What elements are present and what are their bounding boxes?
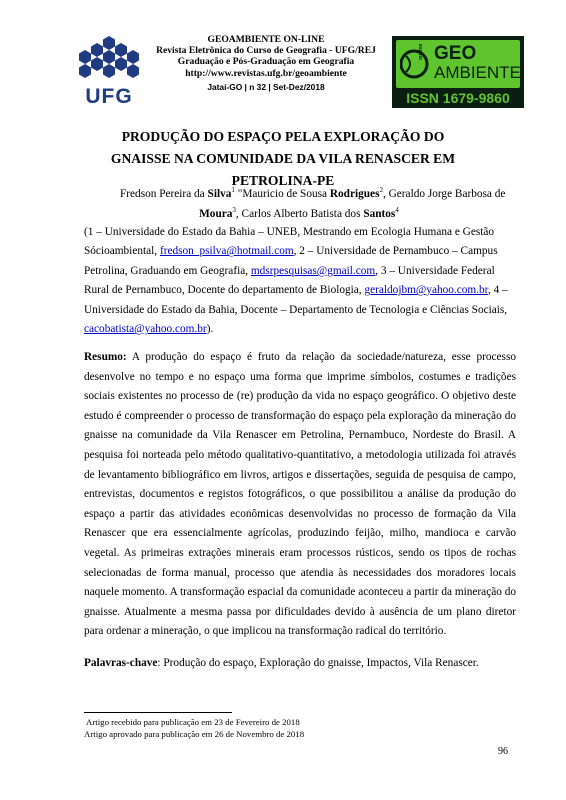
geoambiente-logo (392, 36, 524, 108)
abstract-label: Resumo: (84, 351, 127, 363)
email-link[interactable]: cacobatista@yahoo.com.br (84, 323, 207, 336)
keywords (84, 654, 516, 673)
ambiente-label: AMBIENTE (434, 63, 521, 82)
page-number: 96 (498, 746, 508, 757)
journal-issue: Jataí-GO | n 32 | Set-Dez/2018 (207, 81, 325, 92)
ufg-logo-text: UFG (85, 85, 133, 108)
journal-subtitle: Revista Eletrônica do Curso de Geografia - UFG/REJ (156, 45, 376, 57)
keywords-label: Palavras-chave (84, 657, 158, 669)
author-surname: Rodrigues (329, 188, 380, 200)
abstract-text: A produção do espaço é fruto da relação da sociedade/natureza, esse processo desenvolve no tempo e no espaço uma forma que imprime símbolos, costumes e tradições sociais existentes no processo de (re) produção da vida no espaço geográfico. O objetivo deste estudo é compreender o processo de transformação do espaço pela exploração da mineração do gnaisse na comunidade da Vila Renascer em Petrolina, Pernambuco, Nordeste do Brasil. A pesquisa foi norteada pelo método qualitativo-quantitativo, a metodologia utilizada foi através de levantamento bibliográfico em livros, artigos e dissertações, seguida de pesquisa de campo, entrevistas, documentos e registos fotográficos, o que possibilitou a análise da produção do espaço a partir das atividades econômicas desenvolvidas no processo de formação da Vila Renascer que era essencialmente agrícolas, produzindo feijão, milho, mandioca e carvão vegetal. As primeiras extrações minerais eram processos rústicos, sendo os tipos de rochas selecionadas de forma manual, processo que atendia às necessidades dos moradores locais naquele momento. A transformação espacial da comunidade aconteceu a partir da mineração do gnaisse. Atualmente a mesma passa por dificuldades devido à ausência de um plano diretor para ordenar a mineração, o que implicou na transformação radical do território. (84, 351, 516, 638)
geo-label: GEO (434, 43, 477, 64)
ufg-logo (78, 34, 140, 106)
footnote-approved: Artigo aprovado para publicação em 26 de Novembro de 2018 (84, 729, 305, 739)
globe-mark-icon (400, 43, 434, 82)
author-surname: Silva (207, 188, 232, 200)
affiliations: (1 – Universidade do Estado da Bahia – UNEB, Mestrando em Ecologia Humana e Gestão Sócioambiental, fredson_psilva@hotmail.com, 2 – Universidade de Pernambuco – Campus Petrolina, Graduando em Geografia, mdsrpesquisas@gmail.com, 3 – Universidade Federal Rural de Pernambuco, Docente do departamento de Biologia, geraldojbm@yahoo.com.br, 4 – Universidade do Estado da Bahia, Docente – Departamento de Tecnologia e Ciências Sociais, cacobatista@yahoo.com.br). (84, 226, 508, 336)
footnote-rule (84, 712, 232, 713)
author-surname: Santos (363, 208, 396, 220)
email-link[interactable]: mdsrpesquisas@gmail.com (250, 264, 376, 277)
journal-header (78, 34, 526, 112)
journal-program: Graduação e Pós-Graduação em Geografia (177, 56, 355, 68)
geo-online-label: on-line (418, 43, 424, 60)
journal-info (144, 34, 388, 93)
journal-name: GEOAMBIENTE ON-LINE (207, 34, 325, 45)
hexagon-cluster-icon (78, 34, 140, 86)
author-surname: Moura (199, 208, 233, 220)
email-link[interactable]: geraldojbm@yahoo.com.br (364, 284, 488, 297)
abstract (84, 348, 516, 642)
keywords-text: : Produção do espaço, Exploração do gnaisse, Impactos, Vila Renascer. (157, 657, 479, 669)
journal-url: http://www.revistas.ufg.br/geoambiente (185, 67, 347, 79)
paper-title: PRODUÇÃO DO ESPAÇO PELA EXPLORAÇÃO DO GNAISSE NA COMUNIDADE DA VILA RENASCER EM PETROLINA-PE (110, 129, 456, 188)
email-link[interactable]: fredson_psilva@hotmail.com (159, 245, 294, 258)
footnote-received: Artigo recebido para publicação em 23 de Fevereiro de 2018 (86, 717, 300, 727)
author-list: Fredson Pereira da Silva$^1$ "Mauricio de Sousa Rodrigues$^2$, Geraldo Jorge Barbosa de Moura$^3$, Carlos Alberto Batista dos Santos$^4$ (120, 186, 506, 220)
issn-label: ISSN 1679-9860 (406, 90, 510, 106)
